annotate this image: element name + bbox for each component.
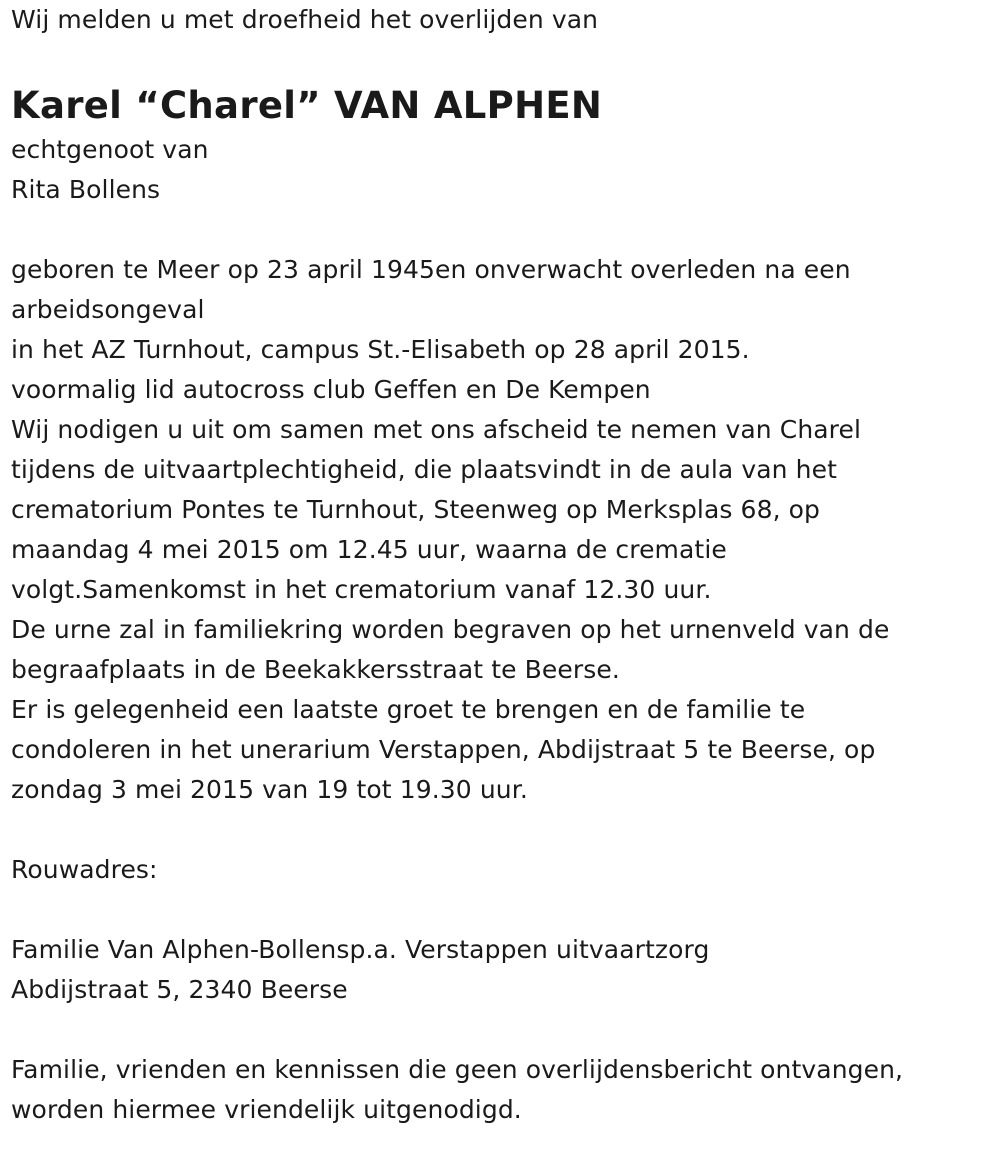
mourning-address xyxy=(11,930,986,1010)
mourning-address-label: Rouwadres: xyxy=(11,855,158,884)
body-line: arbeidsongeval xyxy=(11,295,205,324)
spacer xyxy=(11,890,986,930)
spouse-label: echtgenoot van xyxy=(11,135,209,164)
body-line: Wij nodigen u uit om samen met ons afscheid te nemen van Charel xyxy=(11,415,862,444)
body-line: Er is gelegenheid een laatste groet te brengen en de familie te xyxy=(11,695,806,724)
spacer xyxy=(11,810,986,850)
address-line: Familie Van Alphen-Bollensp.a. Verstappen uitvaartzorg xyxy=(11,935,710,964)
body-line: crematorium Pontes te Turnhout, Steenweg op Merksplas 68, op xyxy=(11,495,821,524)
body-line: voormalig lid autocross club Geffen en De Kempen xyxy=(11,375,651,404)
body-line: maandag 4 mei 2015 om 12.45 uur, waarna de crematie xyxy=(11,535,727,564)
body-line: geboren te Meer op 23 april 1945en onverwacht overleden na een xyxy=(11,255,851,284)
closing-line: worden hiermee vriendelijk uitgenodigd. xyxy=(11,1095,522,1124)
death-notice xyxy=(11,0,986,1130)
intro-text: Wij melden u met droefheid het overlijden van xyxy=(11,5,599,34)
closing-text xyxy=(11,1050,986,1130)
body-line: zondag 3 mei 2015 van 19 tot 19.30 uur. xyxy=(11,775,528,804)
body-line: De urne zal in familiekring worden begraven op het urnenveld van de xyxy=(11,615,890,644)
closing-line: Familie, vrienden en kennissen die geen overlijdensbericht ontvangen, xyxy=(11,1055,904,1084)
body-line: in het AZ Turnhout, campus St.-Elisabeth op 28 april 2015. xyxy=(11,335,750,364)
spouse-name: Rita Bollens xyxy=(11,175,161,204)
body-line: volgt.Samenkomst in het crematorium vanaf 12.30 uur. xyxy=(11,575,712,604)
body-line: begraafplaats in de Beekakkersstraat te Beerse. xyxy=(11,655,620,684)
deceased-name: Karel “Charel” VAN ALPHEN xyxy=(11,84,603,127)
body-line: condoleren in het unerarium Verstappen, Abdijstraat 5 te Beerse, op xyxy=(11,735,876,764)
address-line: Abdijstraat 5, 2340 Beerse xyxy=(11,975,348,1004)
notice-body xyxy=(11,250,986,810)
spacer xyxy=(11,1010,986,1050)
spacer xyxy=(11,210,986,250)
body-line: tijdens de uitvaartplechtigheid, die plaatsvindt in de aula van het xyxy=(11,455,837,484)
